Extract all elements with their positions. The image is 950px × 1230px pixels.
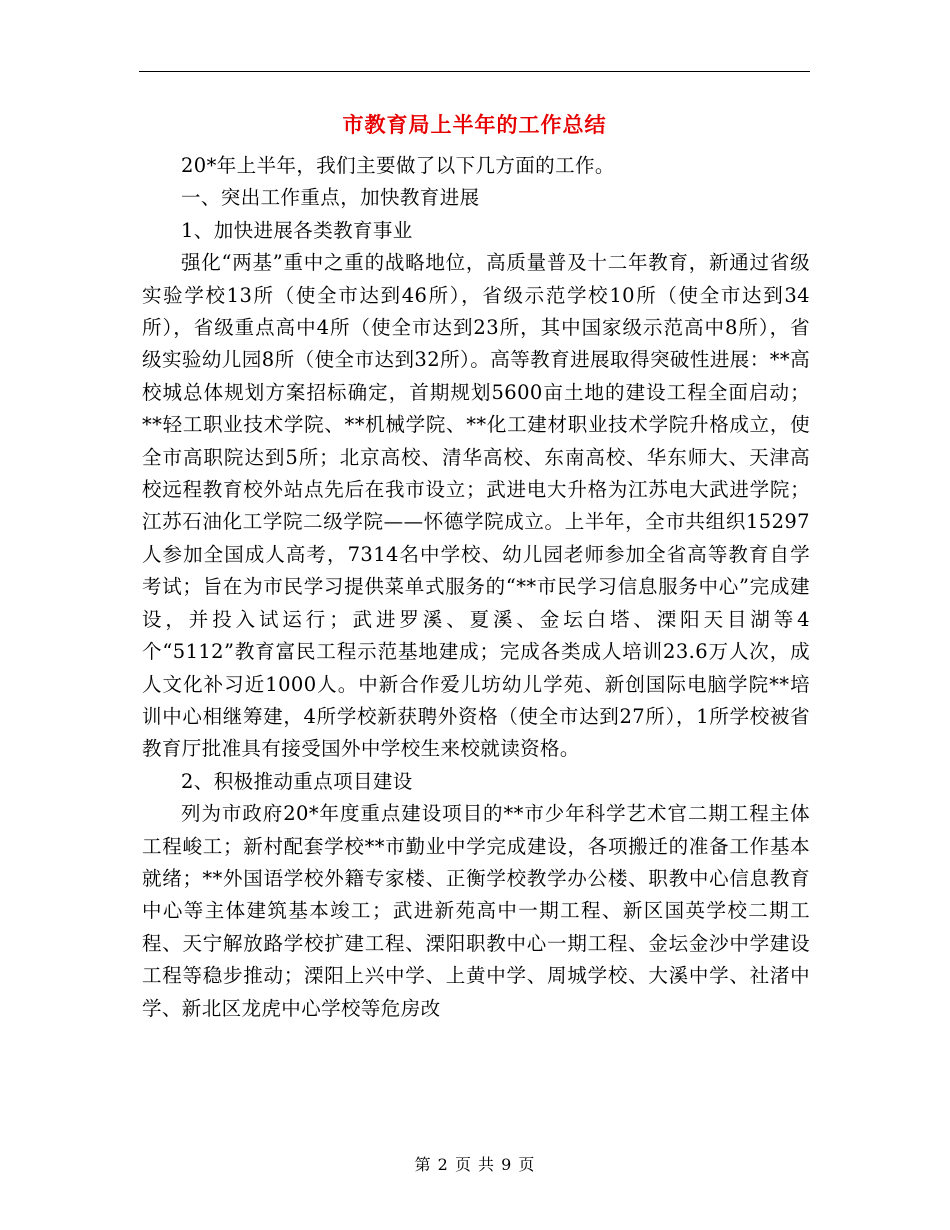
paragraph-education-development: 强化“两基”重中之重的战略地位，高质量普及十二年教育，新通过省级实验学校13所（使全市达到46所），省级示范学校10所（使全市达到34所），省级重点高中4所（使全市达到23所，其中国家级示范高中8所），省级实验幼儿园8所（使全市达到32所）。高等教育进展取得突破性进展：**高校城总体规划方案招标确定，首期规划5600亩土地的建设工程全面启动；**轻工职业技术学院、**机械学院、**化工建材职业技术学院升格成立，使全市高职院达到5所；北京高校、清华高校、东南高校、华东师大、天津高校远程教育校外站点先后在我市设立；武进电大升格为江苏电大武进学院；江苏石油化工学院二级学院——怀德学院成立。上半年，全市共组织15297人参加全国成人高考，7314名中学校、幼儿园老师参加全省高等教育自学考试；旨在为市民学习提供菜单式服务的“**市民学习信息服务中心”完成建设，并投入试运行；武进罗溪、夏溪、金坛白塔、溧阳天目湖等4个“5112”教育富民工程示范基地建成；完成各类成人培训23.6万人次，成人文化补习近1000人。中新合作爱儿坊幼儿学苑、新创国际电脑学院**培训中心相继筹建，4所学校新获聘外资格（使全市达到27所），1所学校被省教育厅批准具有接受国外中学校生来校就读资格。 [142, 251, 810, 761]
subsection-heading-1: 1、加快进展各类教育事业 [181, 218, 413, 242]
document-body [142, 150, 810, 1025]
paragraph-intro: 20*年上半年，我们主要做了以下几方面的工作。 [181, 154, 615, 177]
document-title: 市教育局上半年的工作总结 [342, 112, 607, 137]
paragraph-key-projects: 列为市政府20*年度重点建设项目的**市少年科学艺术官二期工程主体工程峻工；新村配套学校**市勤业中学完成建设，各项搬迁的准备工作基本就绪；**外国语学校外籍专家楼、正衡学校教学办公楼、职教中心信息教育中心等主体建筑基本竣工；武进新苑高中一期工程、新区国英学校二期工程、天宁解放路学校扩建工程、溧阳职教中心一期工程、金坛金沙中学建设工程等稳步推动；溧阳上兴中学、上黄中学、周城学校、大溪中学、社渚中学、新北区龙虎中心学校等危房改 [142, 802, 810, 1020]
section-heading-1: 一、突出工作重点，加快教育进展 [181, 186, 480, 210]
page-footer [0, 1154, 950, 1176]
subsection-heading-2: 2、积极推动重点项目建设 [181, 769, 413, 793]
header-rule [139, 71, 810, 72]
page-number-label: 第 2 页 共 9 页 [414, 1155, 536, 1174]
